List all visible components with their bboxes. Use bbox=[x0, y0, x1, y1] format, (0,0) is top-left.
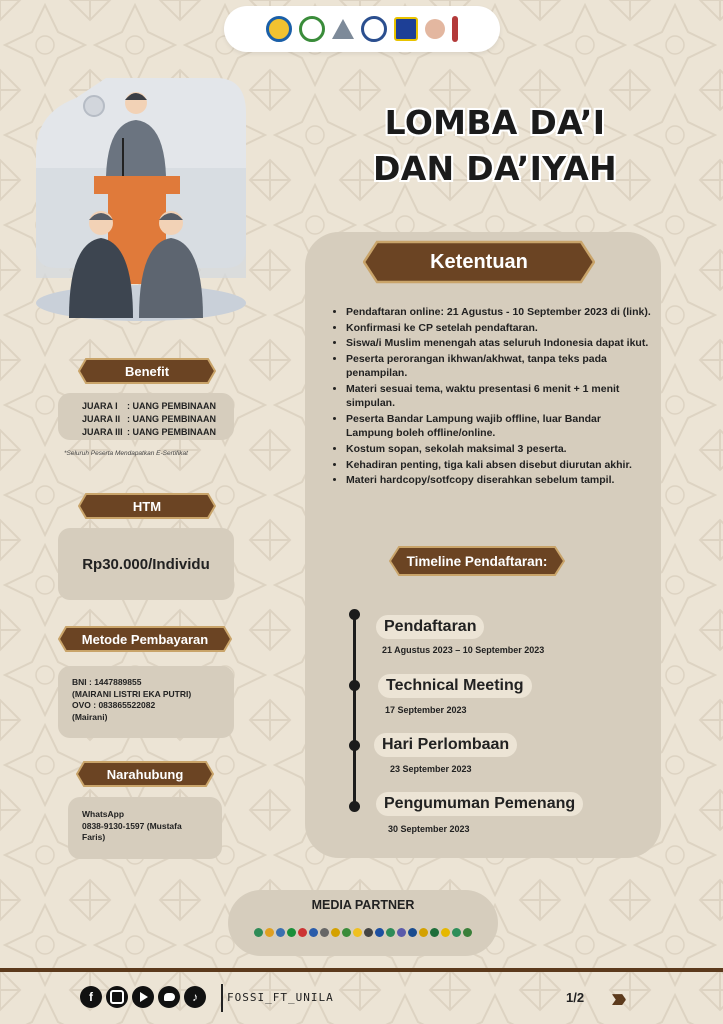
social-handle: FOSSI_FT_UNILA bbox=[227, 991, 334, 1004]
social-icons bbox=[80, 986, 206, 1008]
contact-details bbox=[82, 809, 182, 844]
rule-item: • Peserta perorangan ikhwan/akhwat, tanpa teks pada penampilan. bbox=[346, 352, 651, 380]
contact-phone: 0838-9130-1597 (Mustafa bbox=[82, 820, 182, 831]
payment-details bbox=[72, 677, 191, 723]
timeline-event bbox=[374, 733, 517, 757]
event-name: Technical Meeting bbox=[386, 677, 524, 694]
media-partner-logos bbox=[234, 925, 492, 939]
department-logo-icon bbox=[394, 17, 418, 41]
payment-label: Metode Pembayaran bbox=[81, 631, 209, 647]
prize-row: JUARA III : UANG PEMBINAAN bbox=[82, 427, 216, 437]
contact-label: Narahubung bbox=[106, 766, 184, 782]
university-logo-icon bbox=[266, 16, 292, 42]
partner-logo-icon bbox=[463, 928, 472, 937]
rule-item: • Konfirmasi ke CP setelah pendaftaran. bbox=[346, 321, 651, 335]
preacher-illustration bbox=[36, 78, 246, 323]
partner-logo-icon bbox=[441, 928, 450, 937]
faculty-logo-icon bbox=[332, 19, 354, 39]
committee-logo-icon bbox=[361, 16, 387, 42]
ketentuan-label: Ketentuan bbox=[430, 250, 528, 273]
certificate-note: *Seluruh Peserta Mendapatkan E-Sertifikat bbox=[64, 450, 188, 457]
twitter-icon[interactable] bbox=[158, 986, 180, 1008]
title-line-2: DAN DA’IYAH bbox=[373, 149, 617, 188]
next-page-arrows-icon[interactable]: ››› bbox=[611, 982, 621, 1013]
partner-logo-icon bbox=[320, 928, 329, 937]
reader-logo-icon bbox=[425, 19, 445, 39]
contact-badge bbox=[76, 760, 214, 788]
prize-row: JUARA I : UANG PEMBINAAN bbox=[82, 401, 216, 411]
prize-list bbox=[82, 400, 216, 439]
rule-item: • Pendaftaran online: 21 Agustus - 10 September 2023 di (link). bbox=[346, 305, 651, 319]
timeline-dot bbox=[349, 609, 360, 620]
benefit-label: Benefit bbox=[124, 363, 170, 379]
partner-logo-icon bbox=[309, 928, 318, 937]
prize-row: JUARA II : UANG PEMBINAAN bbox=[82, 414, 216, 424]
title-line-1: LOMBA DA’I bbox=[384, 103, 606, 142]
partner-logo-icon bbox=[452, 928, 461, 937]
partner-logo-icon bbox=[375, 928, 384, 937]
organization-logo-icon bbox=[299, 16, 325, 42]
partner-logo-icon bbox=[408, 928, 417, 937]
contact-method: WhatsApp bbox=[82, 809, 125, 819]
partner-logo-icon bbox=[364, 928, 373, 937]
partner-logo-icon bbox=[287, 928, 296, 937]
rule-item: • Materi sesuai tema, waktu presentasi 6 menit + 1 menit simpulan. bbox=[346, 382, 651, 410]
partner-logo-icon bbox=[342, 928, 351, 937]
ovo-holder: (Mairani) bbox=[72, 711, 108, 722]
timeline-dot bbox=[349, 680, 360, 691]
benefit-badge bbox=[78, 357, 216, 385]
rule-item: • Peserta Bandar Lampung wajib offline, luar Bandar Lampung boleh offline/online. bbox=[346, 412, 651, 440]
htm-card bbox=[58, 528, 234, 600]
ovo-number: OVO : 083865522082 bbox=[72, 700, 156, 710]
timeline-event bbox=[378, 674, 532, 698]
htm-label: HTM bbox=[132, 498, 162, 514]
partner-logo-icon bbox=[353, 928, 362, 937]
partner-logo-icon bbox=[265, 928, 274, 937]
htm-value: Rp30.000/Individu bbox=[82, 555, 210, 573]
timeline-dot bbox=[349, 801, 360, 812]
instagram-icon[interactable] bbox=[106, 986, 128, 1008]
event-date: 21 Agustus 2023 – 10 September 2023 bbox=[382, 645, 545, 655]
partner-logo-icon bbox=[397, 928, 406, 937]
timeline-line bbox=[353, 610, 356, 808]
youtube-icon[interactable] bbox=[132, 986, 154, 1008]
partner-logo-icon bbox=[298, 928, 307, 937]
media-partner-title: MEDIA PARTNER bbox=[311, 898, 415, 912]
timeline-event bbox=[376, 792, 583, 816]
partner-logo-icon bbox=[276, 928, 285, 937]
payment-badge bbox=[58, 625, 232, 653]
rule-item: • Siswa/i Muslim menengah atas seluruh Indonesia dapat ikut. bbox=[346, 336, 651, 350]
page-title bbox=[340, 100, 650, 192]
rule-item: • Kehadiran penting, tiga kali absen disebut diurutan akhir. bbox=[346, 458, 651, 472]
rules-list bbox=[330, 305, 651, 489]
page-indicator: 1/2 bbox=[566, 990, 585, 1005]
timeline-dot bbox=[349, 740, 360, 751]
timeline-badge bbox=[389, 545, 565, 577]
bank-account-holder: (MAIRANI LISTRI EKA PUTRI) bbox=[72, 688, 192, 699]
footer-separator bbox=[221, 984, 223, 1012]
timeline-event bbox=[376, 615, 484, 639]
figure-logo-icon bbox=[452, 16, 458, 42]
event-name: Hari Perlombaan bbox=[382, 736, 510, 753]
partner-logo-icon bbox=[419, 928, 428, 937]
contact-name: Faris) bbox=[82, 832, 106, 842]
event-date: 23 September 2023 bbox=[390, 764, 472, 774]
partner-logo-icon bbox=[254, 928, 263, 937]
rule-item: • Materi hardcopy/sotfcopy diserahkan sebelum tampil. bbox=[346, 473, 651, 487]
timeline-label: Timeline Pendaftaran: bbox=[406, 553, 548, 569]
partner-logo-icon bbox=[331, 928, 340, 937]
bank-account: BNI : 1447889855 bbox=[72, 677, 142, 687]
event-name: Pengumuman Pemenang bbox=[384, 795, 576, 812]
ketentuan-badge bbox=[363, 240, 595, 284]
partner-logo-icon bbox=[386, 928, 395, 937]
tiktok-icon[interactable]: ♪ bbox=[184, 986, 206, 1008]
partner-logo-icon bbox=[430, 928, 439, 937]
event-name: Pendaftaran bbox=[384, 618, 477, 635]
sponsor-logo-bar bbox=[224, 6, 500, 52]
facebook-icon[interactable]: f bbox=[80, 986, 102, 1008]
footer-divider bbox=[0, 968, 723, 972]
event-date: 30 September 2023 bbox=[388, 824, 470, 834]
htm-badge bbox=[78, 492, 216, 520]
rule-item: • Kostum sopan, sekolah maksimal 3 peserta. bbox=[346, 442, 651, 456]
event-date: 17 September 2023 bbox=[385, 705, 467, 715]
